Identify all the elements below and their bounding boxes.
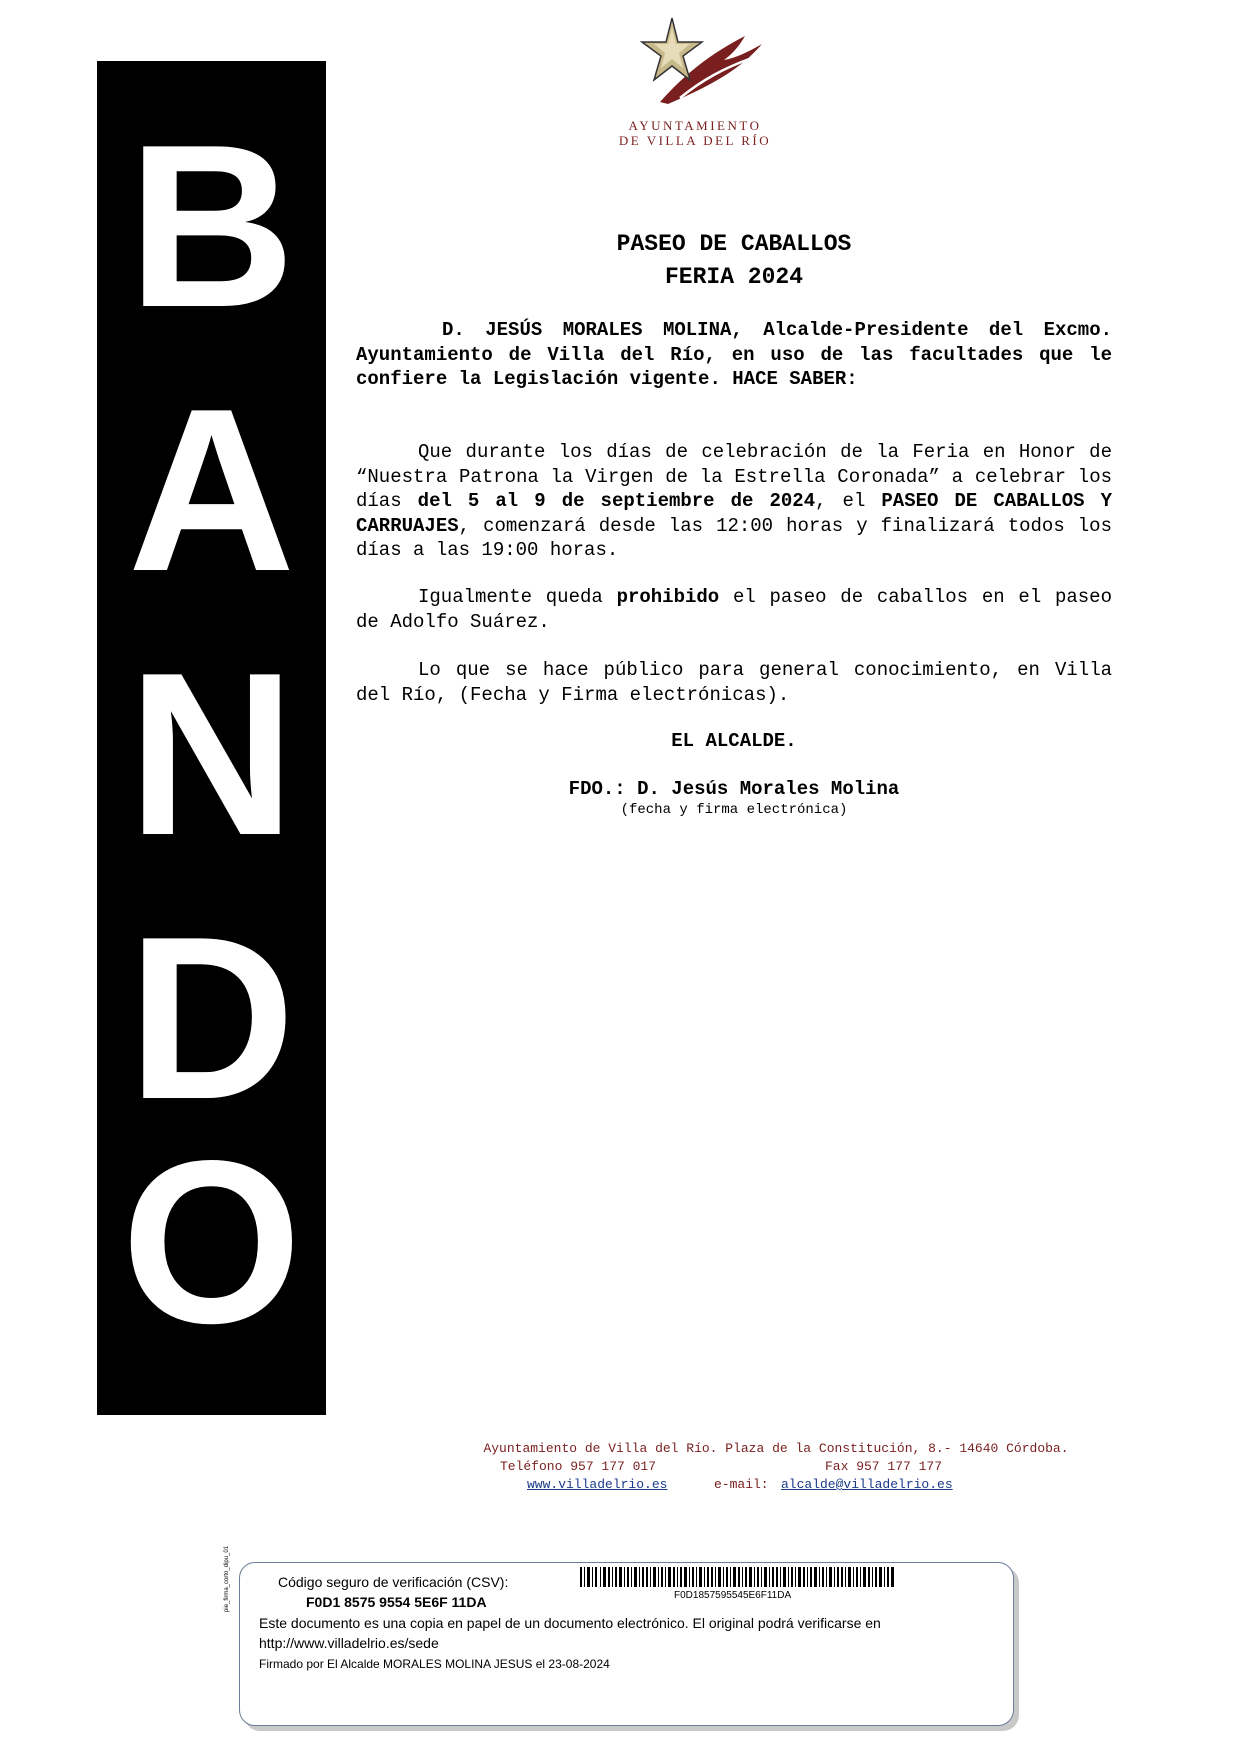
document-subtitle: FERIA 2024 bbox=[664, 264, 804, 290]
public-notice-paragraph: Lo que se hace público para general conocimiento, en Villa del Río, (Fecha y Firma electrónicas). bbox=[356, 659, 1112, 706]
bando-letter-o: O bbox=[121, 1113, 302, 1372]
bando-letter-a: A bbox=[127, 361, 296, 620]
side-vertical-code: pie_firma_corto_dipu_01 bbox=[224, 1545, 230, 1612]
bando-letter-d: D bbox=[127, 889, 296, 1148]
intro-paragraph: D. JESÚS MORALES MOLINA, Alcalde-Presidente del Excmo. Ayuntamiento de Villa del Río, en uso de las facultades que le confiere la Legislación vigente. HACE SABER: bbox=[356, 319, 1112, 390]
feria-paragraph: Que durante los días de celebración de la Feria en Honor de “Nuestra Patrona la Virgen de la Estrella Coronada” a celebrar los días del 5 al 9 de septiembre de 2024, el PASEO DE CABALLOS Y CARRUAJES, comenzará desde las 12:00 horas y finalizará todos los días a las 19:00 horas. bbox=[356, 441, 1112, 561]
prohibition-paragraph: Igualmente queda prohibido el paseo de caballos en el paseo de Adolfo Suárez. bbox=[356, 586, 1112, 633]
barcode-icon bbox=[580, 1567, 900, 1587]
signature-name: FDO.: D. Jesús Morales Molina bbox=[568, 778, 900, 800]
footer-email-link[interactable]: alcalde@villadelrio.es bbox=[781, 1477, 953, 1492]
logo-text-line1: AYUNTAMIENTO bbox=[628, 118, 762, 133]
copy-notice-line1: Este documento es una copia en papel de un documento electrónico. El original podrá verificarse en bbox=[259, 1615, 881, 1631]
footer-address: Ayuntamiento de Villa del Río. Plaza de la Constitución, 8.- 14640 Córdoba. bbox=[483, 1441, 1069, 1456]
logo-text-line2: DE VILLA DEL RÍO bbox=[618, 133, 772, 148]
bando-letter-b: B bbox=[127, 97, 296, 356]
town-hall-logo bbox=[600, 14, 790, 149]
copy-notice-line2: http://www.villadelrio.es/sede bbox=[259, 1635, 439, 1651]
document-title: PASEO DE CABALLOS bbox=[616, 231, 852, 257]
bando-vertical-banner bbox=[97, 61, 326, 1415]
signature-note: (fecha y firma electrónica) bbox=[620, 802, 848, 818]
signature-role: EL ALCALDE. bbox=[671, 730, 797, 752]
signed-by-line: Firmado por El Alcalde MORALES MOLINA JESUS el 23-08-2024 bbox=[259, 1657, 610, 1671]
footer-phone: Teléfono 957 177 017 bbox=[500, 1459, 657, 1474]
barcode-text: F0D1857595545E6F11DA bbox=[674, 1590, 792, 1601]
bando-letter-n: N bbox=[127, 625, 296, 884]
footer-web-link[interactable]: www.villadelrio.es bbox=[527, 1477, 668, 1492]
csv-code: F0D1 8575 9554 5E6F 11DA bbox=[306, 1594, 487, 1610]
star-mountain-emblem-icon bbox=[640, 14, 770, 114]
csv-verification-box bbox=[239, 1562, 1014, 1726]
csv-label: Código seguro de verificación (CSV): bbox=[278, 1574, 509, 1590]
footer-fax: Fax 957 177 177 bbox=[825, 1459, 943, 1474]
footer-email-label: e-mail: bbox=[714, 1477, 769, 1492]
